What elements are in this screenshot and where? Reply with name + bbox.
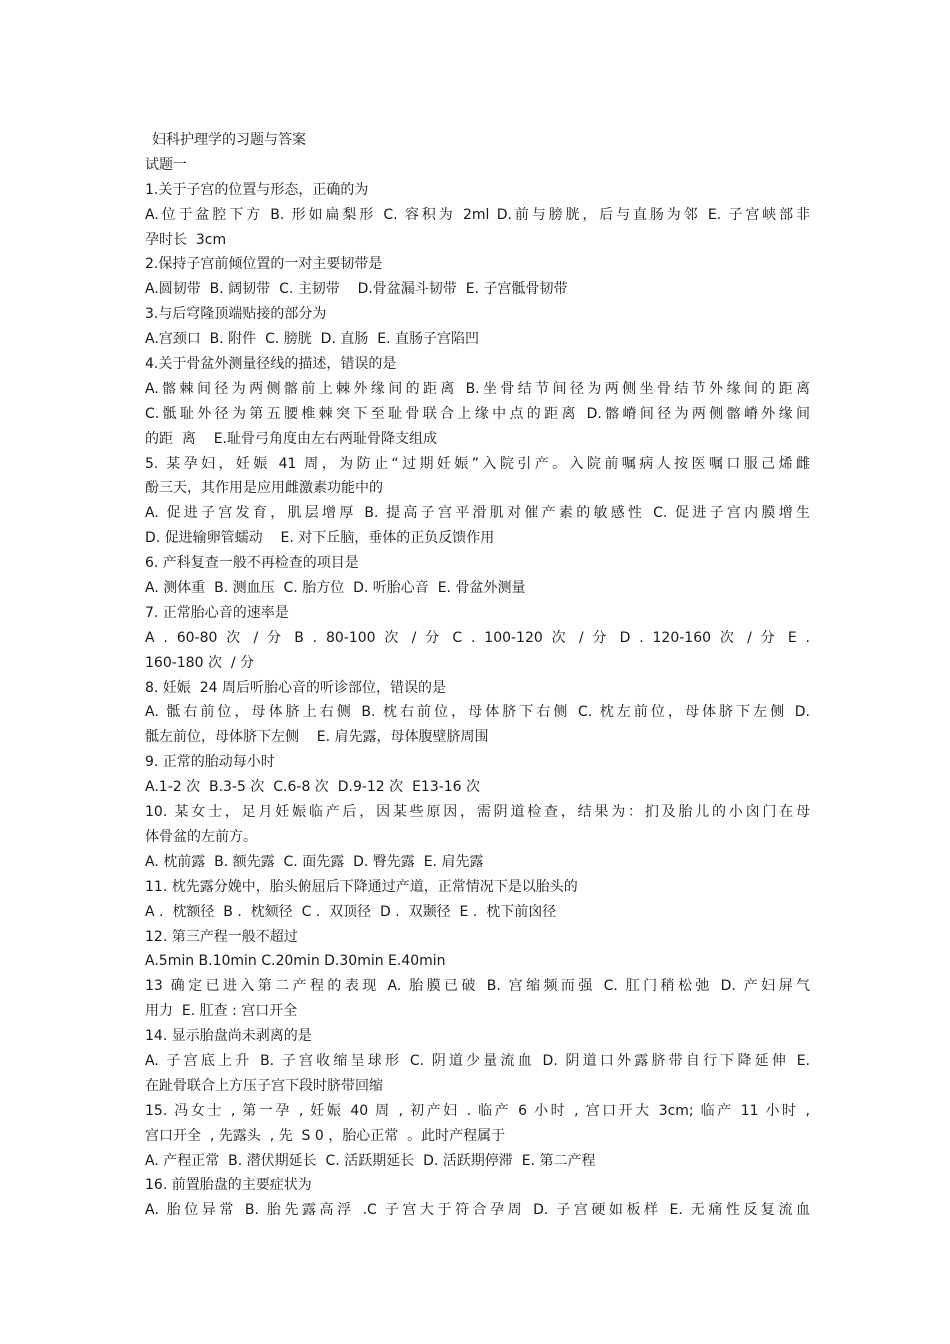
- text-line: A.1-2 次 B.3-5 次 C.6-8 次 D.9-12 次 E13-16 次: [145, 779, 481, 796]
- text-line: 5. 某孕妇，妊娠 41 周，为防止“过期妊娠”入院引产。入院前嘱病人按医嘱口服己烯雌: [145, 455, 810, 472]
- text-line: 体骨盆的左前方。: [145, 828, 257, 845]
- text-line: 2.保持子宫前倾位置的一对主要韧带是: [145, 256, 383, 273]
- text-line: A. 骶右前位，母体脐上右侧 B. 枕右前位，母体脐下右侧 C. 枕左前位，母体脐下左侧 D.: [145, 704, 810, 721]
- text-line: 用力 E. 肛查 : 宫口开全: [145, 1003, 298, 1020]
- text-line: 7. 正常胎心音的速率是: [145, 604, 289, 621]
- document-page: [145, 128, 810, 1223]
- text-line: 14. 显示胎盘尚未剥离的是: [145, 1028, 312, 1045]
- text-line: 3.与后穹隆顶端贴接的部分为: [145, 306, 327, 323]
- text-line: 宫口开全 , 先露头 , 先 S 0 ，胎心正常 。此时产程属于: [145, 1127, 506, 1144]
- text-line: 10. 某女士，足月妊娠临产后，因某些原因，需阴道检查，结果为：扪及胎儿的小囟门在母: [145, 804, 810, 821]
- text-line: 9. 正常的胎动每小时: [145, 754, 275, 771]
- text-line: 6. 产科复查一般不再检查的项目是: [145, 555, 359, 572]
- text-line: A.位于盆腔下方 B. 形如扁梨形 C. 容积为 2ml D.前与膀胱，后与直肠为邻 E. 子宫峡部非: [145, 206, 810, 223]
- text-line: C.骶耻外径为第五腰椎棘突下至耻骨联合上缘中点的距离 D.髂嵴间径为两侧髂嵴外缘间: [145, 405, 810, 422]
- text-line: A. 子宫底上升 B. 子宫收缩呈球形 C. 阴道少量流血 D. 阴道口外露脐带自行下降延伸 E.: [145, 1052, 810, 1069]
- text-line: 13 确定已进入第二产程的表现 A. 胎膜已破 B. 宫缩频而强 C. 肛门稍松弛 D. 产妇屏气: [145, 978, 810, 995]
- text-line: 4.关于骨盆外测量径线的描述，错误的是: [145, 356, 397, 373]
- text-line: A . 枕额径 B . 枕颏径 C . 双顶径 D . 双颞径 E . 枕下前囟径: [145, 903, 557, 920]
- text-line: 8. 妊娠 24 周后听胎心音的听诊部位，错误的是: [145, 679, 446, 696]
- text-line: 12. 第三产程一般不超过: [145, 928, 298, 945]
- text-line: A . 60-80 次 / 分 B . 80-100 次 / 分 C . 100-120 次 / 分 D . 120-160 次 / 分 E .: [145, 629, 810, 646]
- text-line: A. 产程正常 B. 潜伏期延长 C. 活跃期延长 D. 活跃期停滞 E. 第二产程: [145, 1152, 596, 1169]
- text-line: 15. 冯女士 , 第一孕 , 妊娠 40 周 , 初产妇 . 临产 6 小时 , 宫口开大 3cm; 临产 11 小时 ,: [145, 1102, 810, 1119]
- document-body: [145, 153, 810, 1223]
- text-line: 的距 离 E.耻骨弓角度由左右两耻骨降支组成: [145, 430, 437, 447]
- text-line: A. 促进子宫发育，肌层增厚 B. 提高子宫平滑肌对催产素的敏感性 C. 促进子宫内膜增生: [145, 505, 810, 522]
- text-line: 11. 枕先露分娩中，胎头俯屈后下降通过产道，正常情况下是以胎头的: [145, 878, 578, 895]
- text-line: 酚三天，其作用是应用雌激素功能中的: [145, 480, 383, 497]
- text-line: 试题一: [145, 156, 187, 173]
- text-line: 16. 前置胎盘的主要症状为: [145, 1177, 312, 1194]
- text-line: A.宫颈口 B. 附件 C. 膀胱 D. 直肠 E. 直肠子宫陷凹: [145, 331, 479, 348]
- text-line: A.圆韧带 B. 阔韧带 C. 主韧带 D.骨盆漏斗韧带 E. 子宫骶骨韧带: [145, 281, 568, 298]
- text-line: 在趾骨联合上方压子宫下段时脐带回缩: [145, 1077, 383, 1094]
- text-line: 1.关于子宫的位置与形态，正确的为: [145, 181, 369, 198]
- text-line: A. 枕前露 B. 额先露 C. 面先露 D. 臀先露 E. 肩先露: [145, 853, 484, 870]
- text-line: 160-180 次 / 分: [145, 654, 255, 671]
- text-line: A.髂棘间径为两侧髂前上棘外缘间的距离 B.坐骨结节间径为两侧坐骨结节外缘间的距离: [145, 380, 810, 397]
- text-line: 骶左前位，母体脐下左侧 E. 肩先露，母体腹壁脐周围: [145, 729, 489, 746]
- text-line: A. 胎位异常 B. 胎先露高浮 .C 子宫大于符合孕周 D. 子宫硬如板样 E. 无痛性反复流血: [145, 1202, 810, 1219]
- document-title: 妇科护理学的习题与答案: [152, 132, 306, 148]
- text-line: D. 促进输卵管蠕动 E. 对下丘脑，垂体的正负反馈作用: [145, 530, 495, 547]
- text-line: A.5min B.10min C.20min D.30min E.40min: [145, 953, 446, 970]
- text-line: 孕时长 3cm: [145, 231, 227, 248]
- text-line: A. 测体重 B. 测血压 C. 胎方位 D. 听胎心音 E. 骨盆外测量: [145, 580, 526, 597]
